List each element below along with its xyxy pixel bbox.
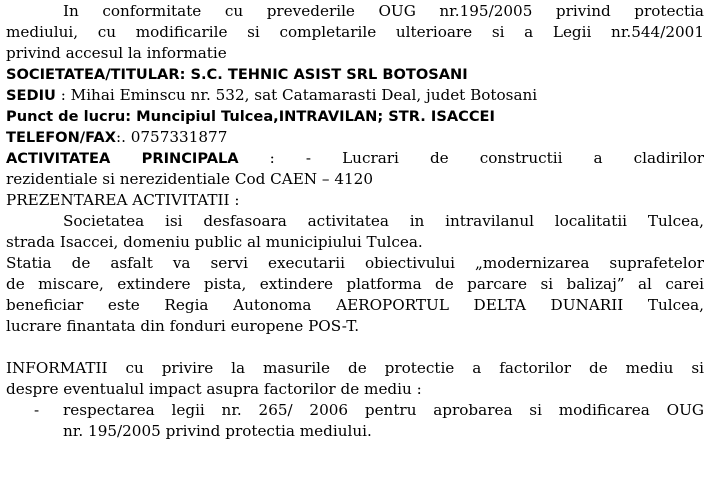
- prezentare-p1-line-1: Societatea isi desfasoara activitatea in intravilanul localitatii Tulcea,: [63, 212, 704, 230]
- informatii-line-2: despre eventualul impact asupra factorilor de mediu :: [6, 380, 422, 398]
- bullet-1-text-1: respectarea legii nr. 265/ 2006 pentru aprobarea si modificarea OUG: [63, 401, 704, 419]
- activitate-value: : - Lucrari de constructii a cladirilor: [238, 149, 704, 167]
- sediu-value: : Mihai Eminscu nr. 532, sat Catamarasti Deal, judet Botosani: [55, 86, 538, 104]
- bullet-1-line-1: [6, 400, 704, 421]
- punct-lucru-label: Punct de lucru: Muncipiul Tulcea,INTRAVILAN; STR. ISACCEI: [6, 108, 495, 125]
- intro-line-2: mediului, cu modificarile si completarile ulterioare si a Legii nr.544/2001: [6, 23, 704, 41]
- prezentare-p2-line-1: Statia de asfalt va servi executarii obiectivului „modernizarea suprafetelor: [6, 254, 704, 272]
- informatii-line-1: INFORMATII cu privire la masurile de protectie a factorilor de mediu si: [6, 359, 704, 377]
- activitate-line-1: [6, 148, 704, 169]
- sediu-label: SEDIU: [6, 87, 56, 104]
- intro-line-3: privind accesul la informatie: [6, 44, 227, 62]
- bullet-1-text-2: nr. 195/2005 privind protectia mediului.: [63, 422, 372, 440]
- intro-line-1: In conformitate cu prevederile OUG nr.195/2005 privind protectia: [63, 2, 704, 20]
- activitate-line-2: rezidentiale si nerezidentiale Cod CAEN – 4120: [6, 170, 373, 188]
- prezentare-p1-line-2: strada Isaccei, domeniu public al municipiului Tulcea.: [6, 233, 423, 251]
- prezentare-p2-line-2: de miscare, extindere pista, extindere platforma de parcare si balizaj” al carei: [6, 275, 704, 293]
- sediu-line: [6, 85, 704, 106]
- telefon-line: [6, 127, 704, 148]
- societate-label: SOCIETATEA/TITULAR: S.C. TEHNIC ASIST SRL BOTOSANI: [6, 66, 468, 83]
- activitate-label: ACTIVITATEA PRINCIPALA: [6, 150, 239, 167]
- prezentare-p2-line-3: beneficiar este Regia Autonoma AEROPORTUL DELTA DUNARII Tulcea,: [6, 296, 704, 314]
- telefon-label: TELEFON/FAX: [6, 129, 116, 146]
- telefon-value: :. 0757331877: [115, 128, 228, 146]
- prezentare-p2-line-4: lucrare finantata din fonduri europene POS-T.: [6, 317, 360, 335]
- bullet-dash: -: [34, 401, 40, 419]
- bullet-1-line-2: [6, 421, 704, 442]
- prezentare-heading: PREZENTAREA ACTIVITATII :: [6, 191, 240, 209]
